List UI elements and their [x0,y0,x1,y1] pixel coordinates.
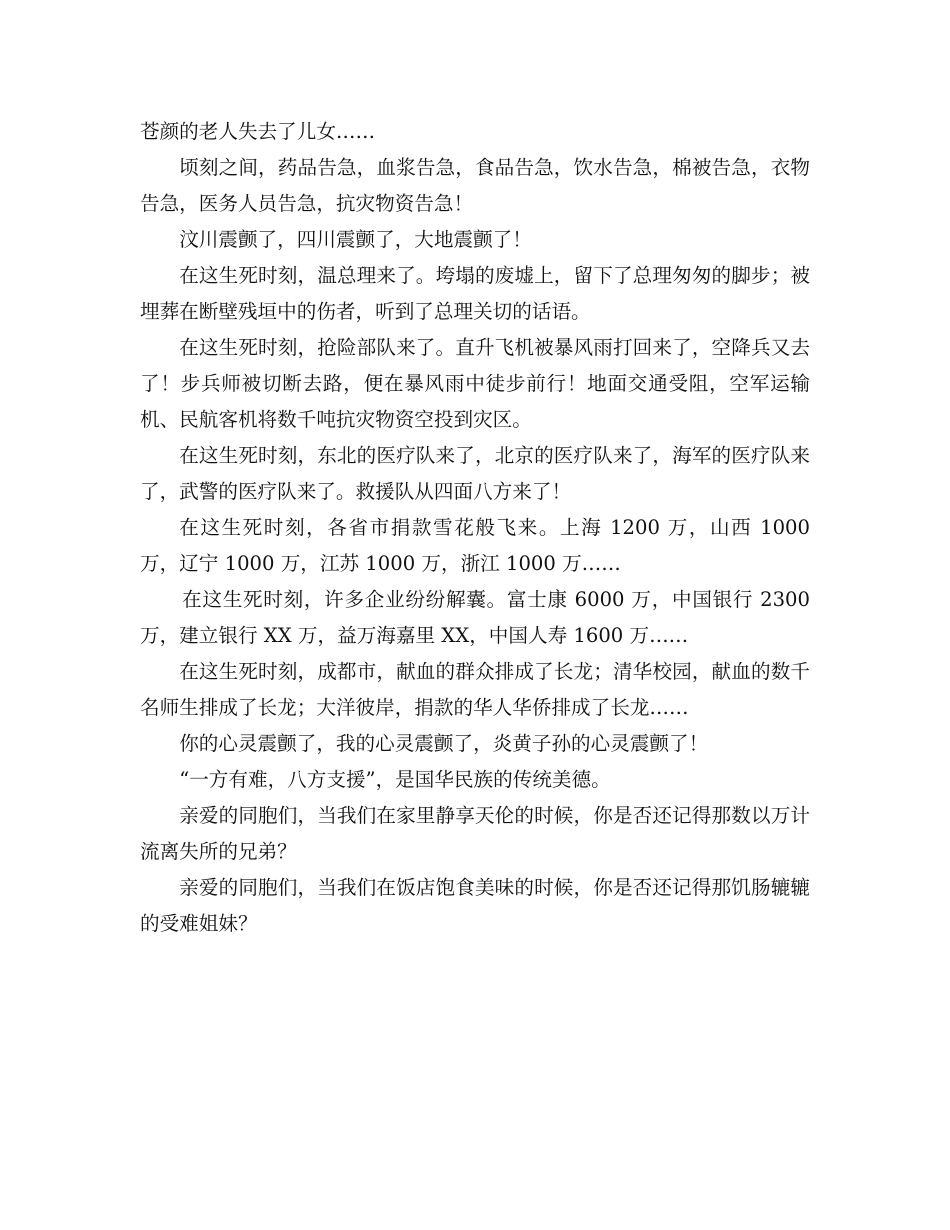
document-body [140,114,810,942]
paragraph-premier: 在这生死时刻，温总理来了。垮塌的废墟上，留下了总理匆匆的脚步；被埋葬在断壁残垣中的伤者，听到了总理关切的话语。 [140,264,810,323]
paragraph-tremor: 汶川震颤了，四川震颤了，大地震颤了！ [179,228,532,251]
paragraph-brothers: 亲爱的同胞们，当我们在家里静享天伦的时候，你是否还记得那数以万计流离失所的兄弟？ [140,804,810,863]
paragraph-shortage: 顷刻之间，药品告急，血浆告急，食品告急，饮水告急，棉被告急，衣物告急，医务人员告急，抗灾物资告急！ [140,156,810,215]
paragraph-provincial-donations: 在这生死时刻，各省市捐款雪花般飞来。上海 1200 万，山西 1000 万，辽宁 1000 万，江苏 1000 万，浙江 1000 万…… [140,516,810,575]
paragraph-blood-donation: 在这生死时刻，成都市，献血的群众排成了长龙；清华校园，献血的数千名师生排成了长龙；大洋彼岸，捐款的华人华侨排成了长龙…… [140,660,810,719]
paragraph-continuation: 苍颜的老人失去了儿女…… [140,120,376,143]
paragraph-tradition: “一方有难，八方支援”，是国华民族的传统美德。 [179,768,611,791]
paragraph-medical-teams: 在这生死时刻，东北的医疗队来了，北京的医疗队来了，海军的医疗队来了，武警的医疗队来了。救援队从四面八方来了！ [140,444,810,503]
paragraph-rescue-troops: 在这生死时刻，抢险部队来了。直升飞机被暴风雨打回来了，空降兵又去了！步兵师被切断去路，便在暴风雨中徒步前行！地面交通受阻，空军运输机、民航客机将数千吨抗灾物资空投到灾区。 [140,336,810,431]
paragraph-sisters: 亲爱的同胞们，当我们在饭店饱食美味的时候，你是否还记得那饥肠辘辘的受难姐妹？ [140,876,810,935]
paragraph-hearts-tremble: 你的心灵震颤了，我的心灵震颤了，炎黄子孙的心灵震颤了！ [179,732,709,755]
paragraph-enterprise-donations: 在这生死时刻，许多企业纷纷解囊。富士康 6000 万，中国银行 2300 万，建立银行 XX 万，益万海嘉里 XX，中国人寿 1600 万…… [140,588,810,647]
